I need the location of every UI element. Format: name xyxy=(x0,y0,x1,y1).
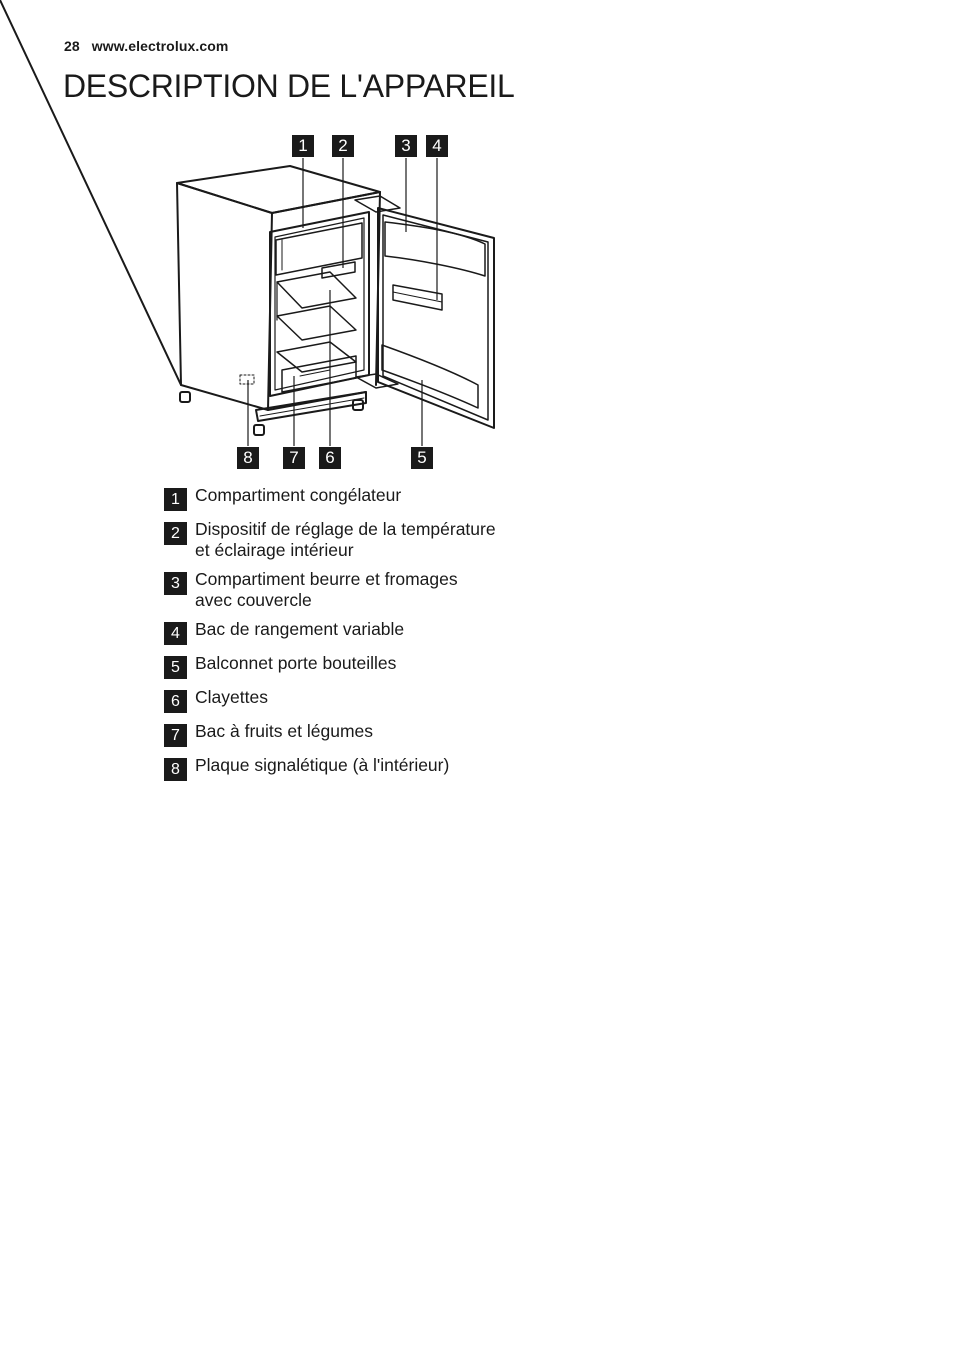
butter-compartment xyxy=(385,222,485,276)
legend-number: 1 xyxy=(164,488,187,511)
bottle-balcony xyxy=(382,345,478,408)
legend-item xyxy=(164,619,584,645)
shelf-2 xyxy=(277,306,356,340)
appliance-figure xyxy=(0,0,954,480)
page-number: 28 xyxy=(64,38,80,54)
legend-number: 4 xyxy=(164,622,187,645)
callout-3: 3 xyxy=(395,135,417,157)
legend-item xyxy=(164,721,584,747)
freezer-compartment xyxy=(276,223,362,275)
rating-plate xyxy=(240,375,254,384)
legend-text: Clayettes xyxy=(195,687,268,707)
legend-item xyxy=(164,653,584,679)
cabinet-top xyxy=(177,166,380,213)
legend-text: Compartiment beurre et fromages avec couvercle xyxy=(195,569,458,610)
legend-item xyxy=(164,485,584,511)
callout-4: 4 xyxy=(426,135,448,157)
legend-number: 6 xyxy=(164,690,187,713)
callout-1: 1 xyxy=(292,135,314,157)
parts-legend xyxy=(164,485,584,789)
legend-number: 5 xyxy=(164,656,187,679)
legend-number: 3 xyxy=(164,572,187,595)
legend-item xyxy=(164,687,584,713)
fridge-illustration xyxy=(0,0,954,480)
page-title: DESCRIPTION DE L'APPAREIL xyxy=(63,68,515,104)
shelf-1 xyxy=(277,272,356,308)
legend-item xyxy=(164,519,584,561)
legend-text: Balconnet porte bouteilles xyxy=(195,653,397,673)
callout-6: 6 xyxy=(319,447,341,469)
shelf-3 xyxy=(277,342,356,372)
legend-item xyxy=(164,569,584,611)
callout-7: 7 xyxy=(283,447,305,469)
legend-text: Bac de rangement variable xyxy=(195,619,405,639)
legend-text: Compartiment congélateur xyxy=(195,485,402,505)
legend-text: Plaque signalétique (à l'intérieur) xyxy=(195,755,450,775)
callout-5: 5 xyxy=(411,447,433,469)
cabinet-left-side xyxy=(177,183,272,410)
callout-8: 8 xyxy=(237,447,259,469)
legend-text: Dispositif de réglage de la température et éclairage intérieur xyxy=(195,519,496,560)
legend-item xyxy=(164,755,584,781)
legend-text: Bac à fruits et légumes xyxy=(195,721,373,741)
legend-number: 8 xyxy=(164,758,187,781)
website-url: www.electrolux.com xyxy=(91,38,229,54)
legend-number: 2 xyxy=(164,522,187,545)
legend-number: 7 xyxy=(164,724,187,747)
callout-2: 2 xyxy=(332,135,354,157)
